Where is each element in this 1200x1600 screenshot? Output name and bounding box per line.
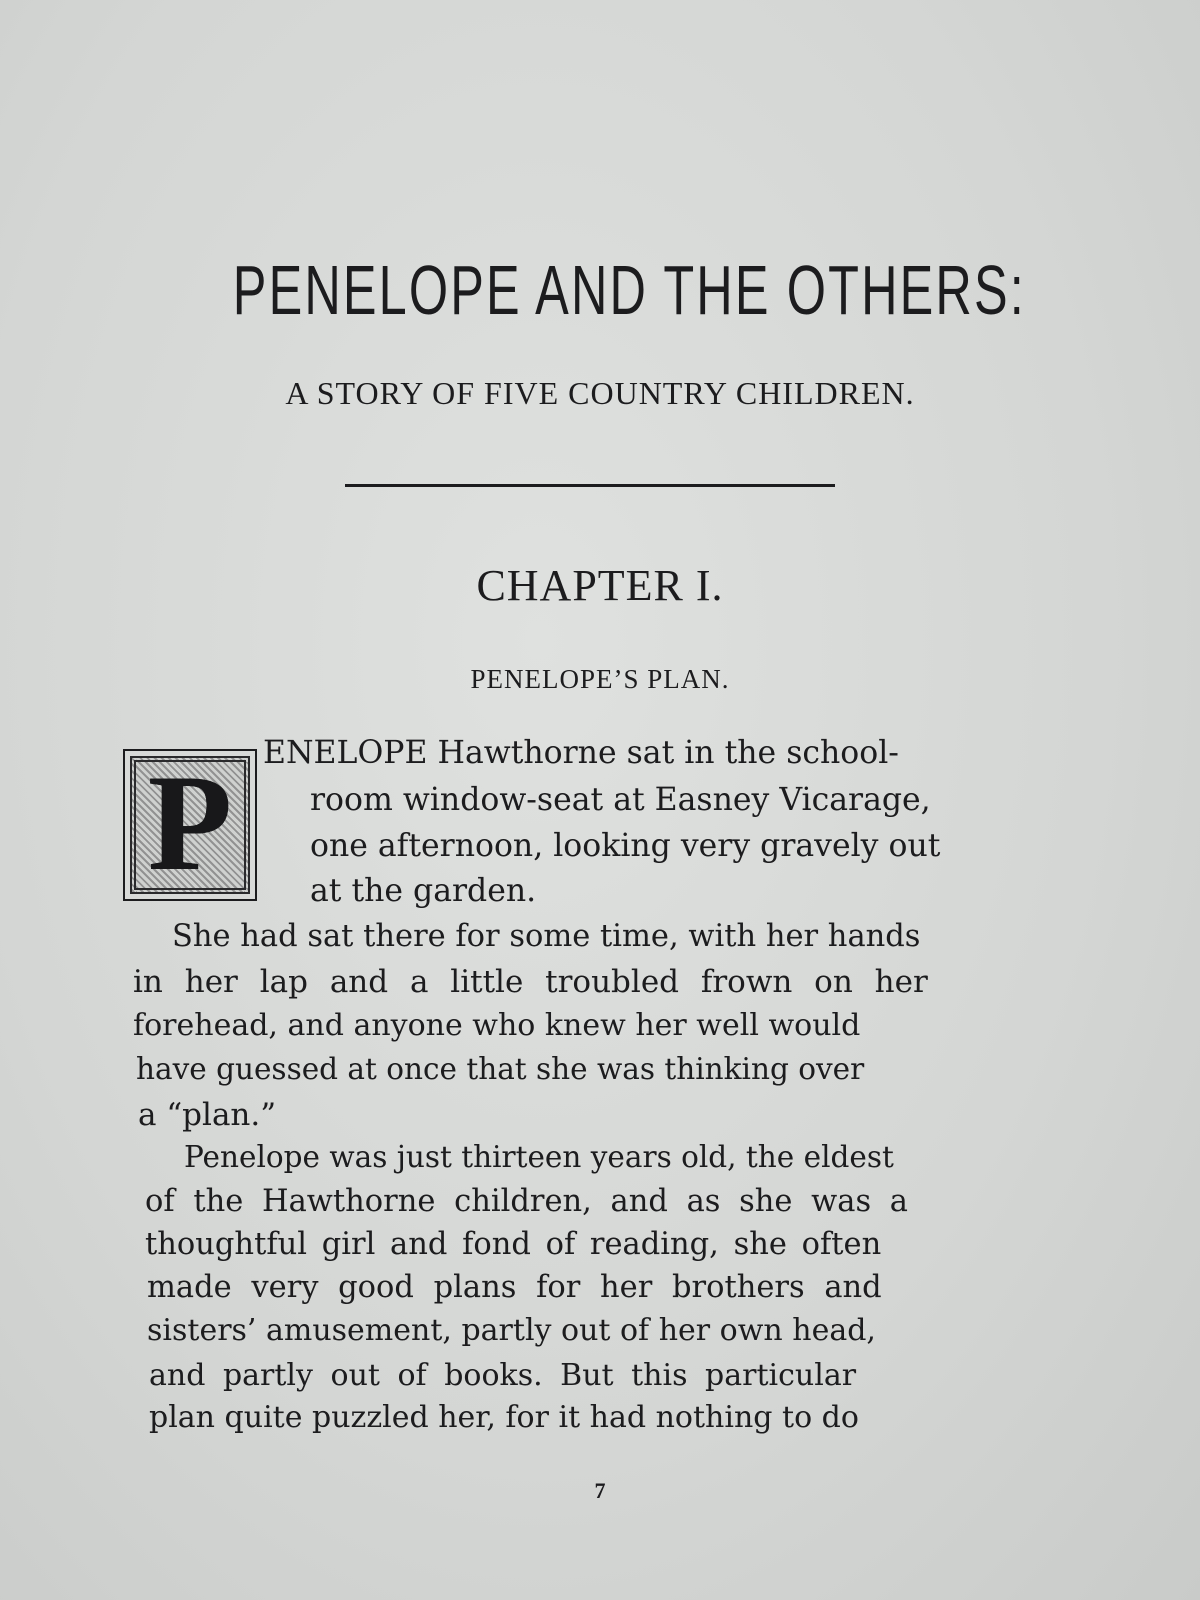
text-line: have guessed at once that she was thinking over — [136, 1052, 865, 1086]
text-line: a “plan.” — [138, 1097, 277, 1133]
text-line — [263, 735, 1034, 771]
text-line: of the Hawthorne children, and as she was a — [145, 1184, 908, 1219]
text-line: made very good plans for her brothers and — [147, 1270, 882, 1305]
chapter-title: PENELOPE’S PLAN. — [470, 664, 730, 694]
line-rest: Hawthorne sat in the school- — [427, 735, 899, 771]
book-subtitle: A STORY OF FIVE COUNTRY CHILDREN. — [285, 375, 915, 411]
text-line: She had sat there for some time, with her hands — [172, 919, 921, 954]
small-caps-word: ENELOPE — [263, 735, 428, 771]
book-title: PENELOPE AND THE OTHERS: — [232, 251, 1026, 329]
text-line: plan quite puzzled her, for it had nothing to do — [149, 1400, 859, 1435]
drop-cap-letter: P — [147, 746, 233, 899]
text-line: one afternoon, looking very gravely out — [310, 828, 941, 864]
text-line: forehead, and anyone who knew her well would — [133, 1008, 861, 1043]
text-line: Penelope was just thirteen years old, the eldest — [184, 1140, 894, 1174]
text-line: and partly out of books. But this particular — [149, 1358, 857, 1393]
text-line: at the garden. — [310, 873, 537, 909]
page-number: 7 — [594, 1478, 606, 1503]
title-rule — [345, 484, 835, 487]
drop-cap-initial — [123, 746, 257, 901]
text-line: sisters’ amusement, partly out of her own head, — [147, 1313, 876, 1348]
text-line: in her lap and a little troubled frown on her — [133, 964, 928, 1000]
text-line-words — [263, 735, 899, 771]
chapter-heading: CHAPTER I. — [476, 561, 724, 610]
text-line: room window-seat at Easney Vicarage, — [310, 782, 931, 818]
text-line: thoughtful girl and fond of reading, she often — [145, 1227, 882, 1262]
